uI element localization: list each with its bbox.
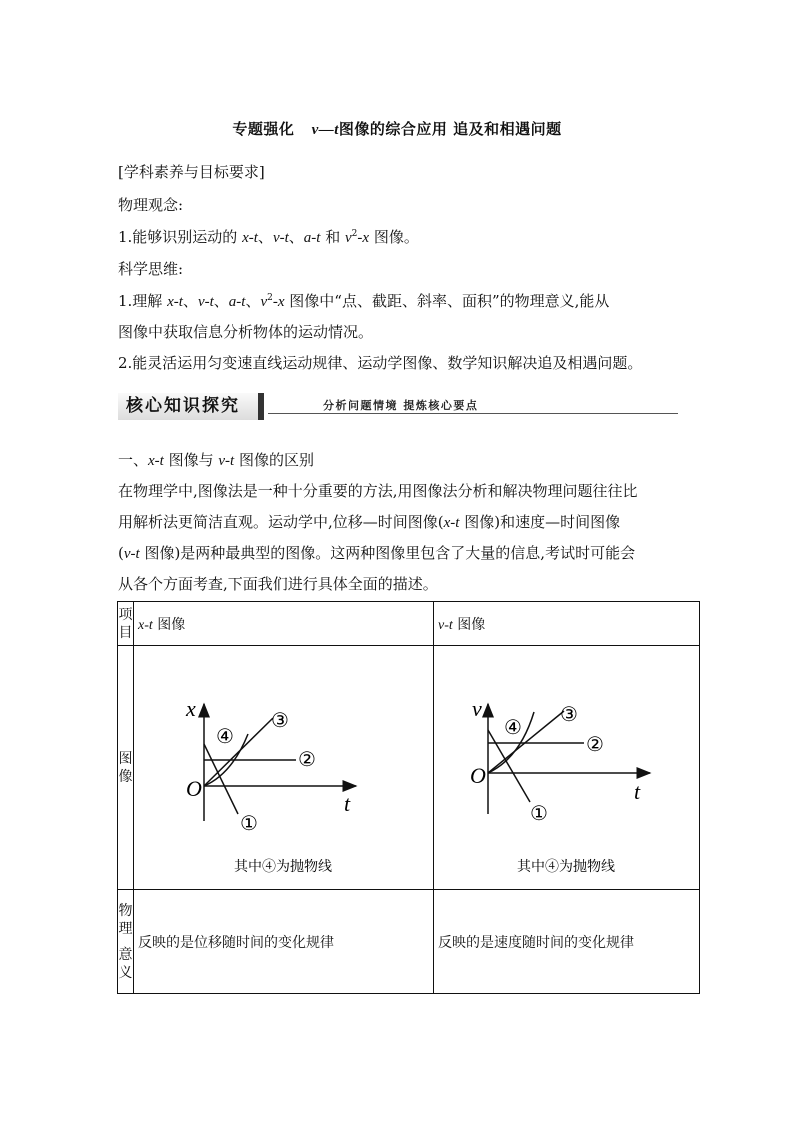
banner-rule <box>268 413 678 414</box>
vt-origin-label: O <box>470 763 486 788</box>
xt-x-label: t <box>344 791 351 816</box>
section-banner <box>118 393 678 421</box>
vt-y-label: v <box>472 696 482 721</box>
xt-caption: 其中④为抛物线 <box>234 859 332 875</box>
xt-meaning-cell: 反映的是位移随时间的变化规律 <box>134 890 434 994</box>
table-row-meaning <box>118 890 700 994</box>
thinking-item-1: 1.理解 x-t、v-t、a-t、$v^2-x$ 图像中“点、截距、斜率、面积”的物理意义,能从 <box>118 292 610 310</box>
table-row-graph <box>118 646 700 890</box>
header-xt-cell: x-t 图像 <box>134 602 434 646</box>
paragraph-line-2: 用解析法更简洁直观。运动学中,位移—时间图像(x-t 图像)和速度—时间图像 <box>118 513 621 531</box>
vt-label-1: ① <box>530 801 548 825</box>
thinking-label: 科学思维: <box>118 260 184 278</box>
vt-label-3: ③ <box>560 702 578 726</box>
xt-y-label: x <box>186 696 196 721</box>
xt-origin-label: O <box>186 776 202 801</box>
vt-label-2: ② <box>586 732 604 756</box>
xt-graph <box>134 646 432 889</box>
comparison-table <box>117 601 700 994</box>
xt-line-1 <box>204 744 238 814</box>
page-title: 专题强化 v—t图像的综合应用 追及和相遇问题 <box>232 120 562 138</box>
vt-graph-cell <box>434 646 700 890</box>
xt-graph-cell <box>134 646 434 890</box>
requirements-heading: [学科素养与目标要求] <box>118 163 265 181</box>
xt-label-1: ① <box>240 811 258 835</box>
thinking-item-1-cont: 图像中获取信息分析物体的运动情况。 <box>118 323 374 341</box>
banner-subtitle: 分析问题情境 提炼核心要点 <box>323 399 479 412</box>
paragraph-line-3: (v-t 图像)是两种最典型的图像。这两种图像里包含了大量的信息,考试时可能会 <box>118 544 636 562</box>
vt-graph <box>434 646 699 889</box>
banner-title: 核心知识探究 <box>118 393 264 420</box>
concept-item-1: 1.能够识别运动的 x-t、v-t、a-t 和 $v^2-x$ 图像。 <box>118 228 419 246</box>
row-label-meaning: 物 理 意 义 <box>118 890 134 994</box>
vt-label-4: ④ <box>504 715 522 739</box>
vt-line-1 <box>488 730 530 802</box>
xt-label-2: ② <box>298 747 316 771</box>
paragraph-line-4: 从各个方面考查,下面我们进行具体全面的描述。 <box>118 575 438 593</box>
xt-line-3 <box>204 718 273 786</box>
vt-meaning-cell: 反映的是速度随时间的变化规律 <box>434 890 700 994</box>
vt-line-3 <box>488 711 564 773</box>
vt-caption: 其中④为抛物线 <box>517 859 615 875</box>
header-vt-cell: v-t 图像 <box>434 602 700 646</box>
xt-label-3: ③ <box>271 708 289 732</box>
row-label-graph: 图 像 <box>118 646 134 890</box>
paragraph-line-1: 在物理学中,图像法是一种十分重要的方法,用图像法分析和解决物理问题往往比 <box>118 482 638 500</box>
xt-label-4: ④ <box>216 724 234 748</box>
thinking-item-2: 2.能灵活运用匀变速直线运动规律、运动学图像、数学知识解决追及相遇问题。 <box>118 354 643 372</box>
section-heading-1: 一、x-t 图像与 v-t 图像的区别 <box>118 451 314 469</box>
header-item-cell: 项 目 <box>118 602 134 646</box>
table-header-row <box>118 602 700 646</box>
concept-label: 物理观念: <box>118 196 184 214</box>
vt-x-label: t <box>634 779 641 804</box>
